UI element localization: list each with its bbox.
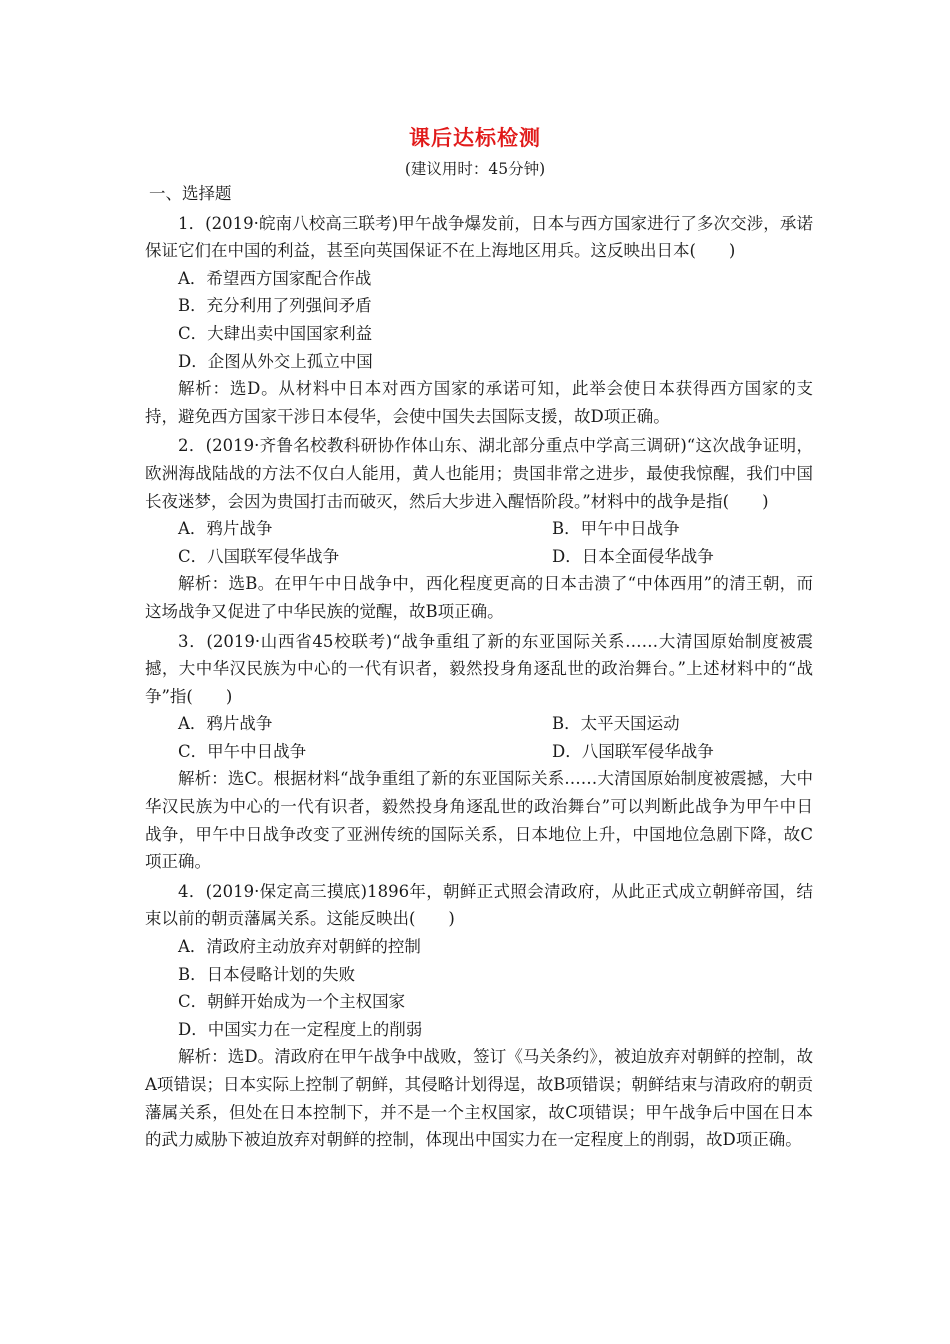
option-c: C．大肆出卖中国国家利益 [178, 323, 373, 343]
option-d: D．中国实力在一定程度上的削弱 [178, 1019, 423, 1039]
option-b: B．充分利用了列强间矛盾 [178, 296, 372, 316]
option-a: A．鸦片战争 [178, 519, 273, 539]
question-stem: 1．(2019·皖南八校高三联考)甲午战争爆发前，日本与西方国家进行了多次交涉，承诺保证它们在中国的利益，甚至向英国保证不在上海地区用兵。这反映出日本( ) [145, 213, 813, 261]
option-c: C．朝鲜开始成为一个主权国家 [178, 992, 406, 1012]
page-title: 课后达标检测 [409, 126, 541, 150]
option-c: C．甲午中日战争 [178, 741, 307, 761]
question-stem: 3．(2019·山西省45校联考)“战争重组了新的东亚国际关系……大清国原始制度被震撼，大中华汉民族为中心的一代有识者，毅然投身角逐乱世的政治舞台。”上述材料中的“战争”指( ) [145, 631, 813, 706]
page-subtitle: (建议用时：45分钟) [404, 160, 546, 178]
analysis-text: 解析：选D。清政府在甲午战争中战败，签订《马关条约》，被迫放弃对朝鲜的控制，故A项错误；日本实际上控制了朝鲜，其侵略计划得逞，故B项错误；朝鲜结束与清政府的朝贡藩属关系，但处在日本控制下，并不是一个主权国家，故C项错误；甲午战争后中国在日本的武力威胁下被迫放弃对朝鲜的控制，体现出中国实力在一定程度上的削弱，故D项正确。 [145, 1047, 813, 1150]
document-body [145, 180, 813, 1154]
option-a: A．鸦片战争 [178, 714, 273, 734]
options-row [145, 710, 813, 738]
question-stem: 2．(2019·齐鲁名校教科研协作体山东、湖北部分重点中学高三调研)“这次战争证明，欧洲海战陆战的方法不仅白人能用，黄人也能用；贵国非常之进步，最使我惊醒，我们中国长夜迷梦，会因为贵国打击而破灭，然后大步进入醒悟阶段。”材料中的战争是指( ) [145, 436, 813, 511]
options-row [145, 515, 813, 543]
option-d: D．八国联军侵华战争 [552, 741, 714, 761]
option-d: D．企图从外交上孤立中国 [178, 351, 373, 371]
option-a: A．清政府主动放弃对朝鲜的控制 [178, 937, 421, 957]
question-2 [145, 432, 813, 625]
analysis-text: 解析：选C。根据材料“战争重组了新的东亚国际关系……大清国原始制度被震撼，大中华汉民族为中心的一代有识者，毅然投身角逐乱世的政治舞台”可以判断此战争为甲午中日战争，甲午中日战争改变了亚洲传统的国际关系，日本地位上升，中国地位急剧下降，故C项正确。 [145, 769, 813, 872]
analysis-text: 解析：选B。在甲午中日战争中，西化程度更高的日本击溃了“中体西用”的清王朝，而这场战争又促进了中华民族的觉醒，故B项正确。 [145, 574, 813, 621]
option-a: A．希望西方国家配合作战 [178, 268, 372, 288]
option-b: B．太平天国运动 [552, 714, 680, 734]
question-1 [145, 210, 813, 431]
question-3 [145, 628, 813, 876]
question-4 [145, 878, 813, 1154]
question-stem: 4．(2019·保定高三摸底)1896年，朝鲜正式照会清政府，从此正式成立朝鲜帝国，结束以前的朝贡藩属关系。这能反映出( ) [145, 881, 813, 929]
options-row [145, 738, 813, 766]
analysis-text: 解析：选D。从材料中日本对西方国家的承诺可知，此举会使日本获得西方国家的支持，避免西方国家干涉日本侵华，会使中国失去国际支援，故D项正确。 [145, 379, 813, 426]
option-c: C．八国联军侵华战争 [178, 546, 340, 566]
options-row [145, 543, 813, 571]
option-d: D．日本全面侵华战争 [552, 546, 714, 566]
option-b: B．日本侵略计划的失败 [178, 964, 356, 984]
section-title: 一、选择题 [149, 184, 232, 203]
option-b: B．甲午中日战争 [552, 519, 680, 539]
